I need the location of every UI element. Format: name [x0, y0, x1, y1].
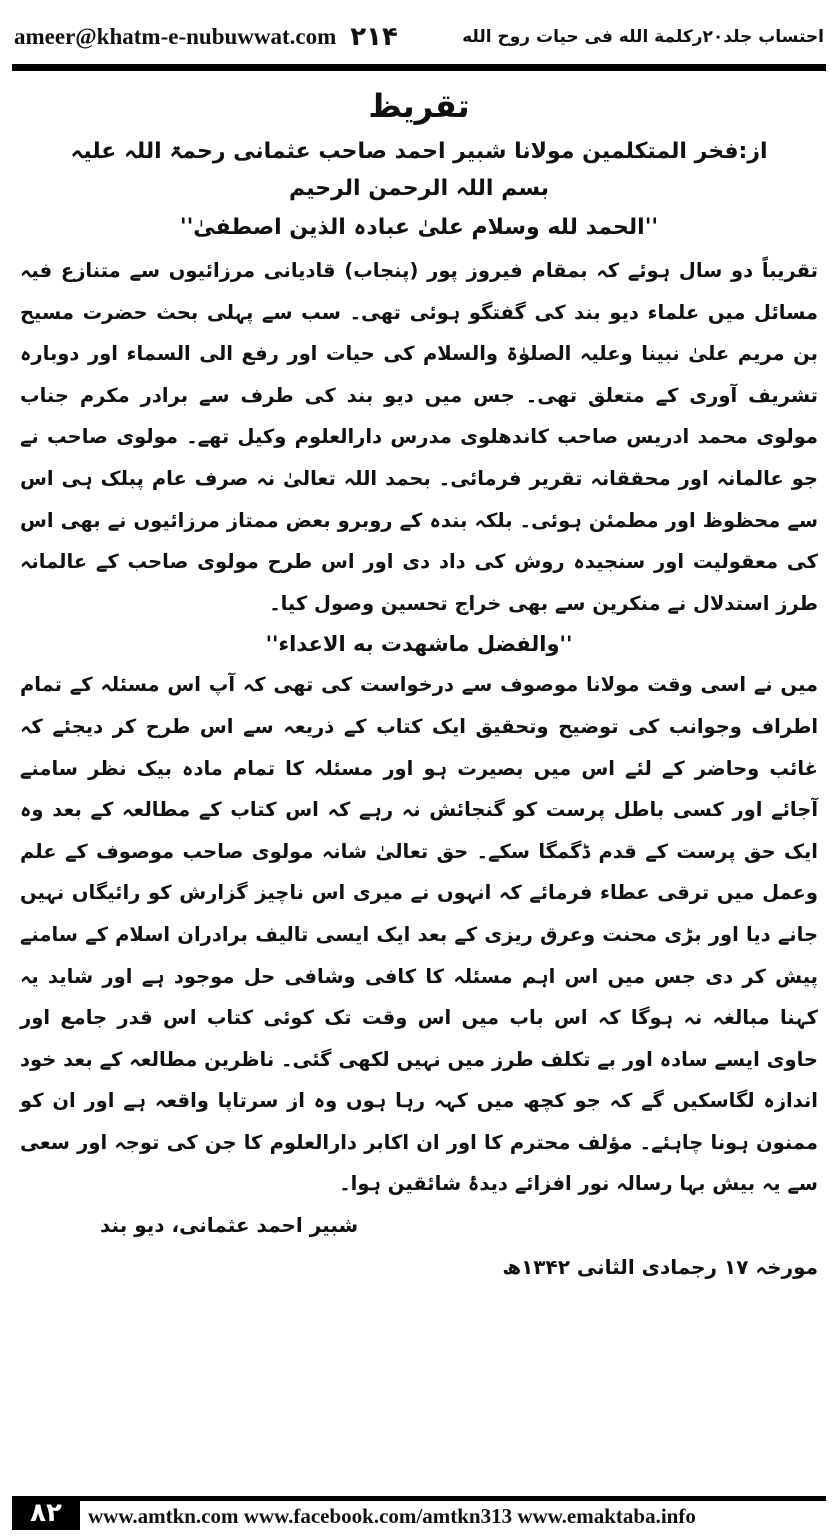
article-body	[20, 84, 818, 1289]
date-line: مورخہ ۱۷ رجمادی الثانی ۱۳۴۲ھ	[502, 1255, 818, 1280]
signoff-block	[20, 1205, 818, 1289]
footer-urls: www.amtkn.com www.facebook.com/amtkn313 www.emaktaba.info	[88, 1504, 696, 1528]
header-left	[14, 22, 398, 52]
header-email: ameer@khatm-e-nubuwwat.com	[14, 24, 337, 49]
paragraph-1: تقریباً دو سال ہوئے کہ بمقام فیروز پور (پنجاب) قادیانی مرزائیوں سے متنازع فیہ مسائل میں علماء دیو بند کی گفتگو ہوئی تھی۔ سب سے پہلی بحث حضرت مسیح بن مریم علیٰ نبینا وعلیہ الصلوٰۃ والسلام کی حیات اور رفع الی السماء اور دوبارہ تشریف آوری کے متعلق تھی۔ جس میں دیو بند کی طرف سے برادر مکرم جناب مولوی محمد ادریس صاحب کاندھلوی مدرس دارالعلوم وکیل تھے۔ مولوی صاحب نے جو عالمانہ اور محققانہ تقریر فرمائی۔ بحمد اللہ تعالیٰ نہ صرف عام پبلک ہی اس سے محظوظ اور مطمئن ہوئی۔ بلکہ بندہ کے روبرو بعض ممتاز مرزائیوں نے بھی اس کی معقولیت اور سنجیدہ روش کی داد دی اور اس طرح مولوی صاحب کے عالمانہ طرز استدلال نے منکرین سے بھی خراج تحسین وصول کیا۔	[20, 259, 818, 615]
article-byline: از:فخر المتکلمین مولانا شبیر احمد صاحب عثمانی رحمۃ اللہ علیہ	[70, 139, 768, 164]
page-header	[14, 14, 824, 60]
running-title: احتساب جلد۲۰رکلمة الله فی حیات روح الله	[462, 27, 824, 47]
page-footer	[12, 1496, 826, 1530]
signature: شبیر احمد عثمانی، دیو بند	[100, 1213, 359, 1238]
hamd-line: ''الحمد لله وسلام علیٰ عبادہ الذین اصطفیٰ''	[179, 215, 659, 240]
footer-page-number: ۸۲	[12, 1496, 80, 1530]
bismillah-line: بسم اللہ الرحمن الرحیم	[288, 176, 549, 201]
header-page-number: ۲۱۴	[350, 22, 398, 52]
header-rule	[12, 64, 826, 71]
footer-main	[80, 1496, 826, 1530]
paragraph-2: میں نے اسی وقت مولانا موصوف سے درخواست کی تھی کہ آپ اس مسئلہ کے تمام اطراف وجوانب کی توضیح وتحقیق ایک کتاب کے ذریعہ سے اس طرح کر دیجئے کہ غائب وحاضر کے لئے اس میں بصیرت ہو اور مسئلہ کا تمام مادہ بیک نظر سامنے آجائے اور کسی باطل پرست کو گنجائش نہ رہے کہ اس کتاب کے مطالعہ کے بعد وہ ایک حق پرست کے قدم ڈگمگا سکے۔ حق تعالیٰ شانہ مولوی صاحب موصوف کے علم وعمل میں ترقی عطاء فرمائے کہ انہوں نے میری اس ناچیز گزارش کو رائیگاں نہیں جانے دیا اور بڑی محنت وعرق ریزی کے بعد ایک ایسی تالیف برادران اسلام کے سامنے پیش کر دی جس میں اس اہم مسئلہ کا کافی وشافی حل موجود ہے اور شاید یہ کہنا مبالغہ نہ ہوگا کہ اس باب میں اس وقت تک کوئی کتاب اس قدر جامع اور حاوی ایسے سادہ اور بے تکلف طرز میں نہیں لکھی گئی۔ ناظرین مطالعہ کے بعد خود اندازہ لگاسکیں گے کہ جو کچھ میں کہہ رہا ہوں وہ از سرتاپا واقعہ ہے اور ان کو ممنون ہونا چاہئے۔ مؤلف محترم کا اور ان اکابر دارالعلوم کا جن کی توجہ اور سعی سے یہ بیش بہا رسالہ نور افزائے دیدۂ شائقین ہوا۔	[20, 673, 818, 1196]
footer-rule	[80, 1496, 826, 1501]
arabic-quote: ''والفضل ماشهدت به الاعداء''	[265, 632, 573, 657]
article-title: تقریظ	[368, 87, 470, 125]
